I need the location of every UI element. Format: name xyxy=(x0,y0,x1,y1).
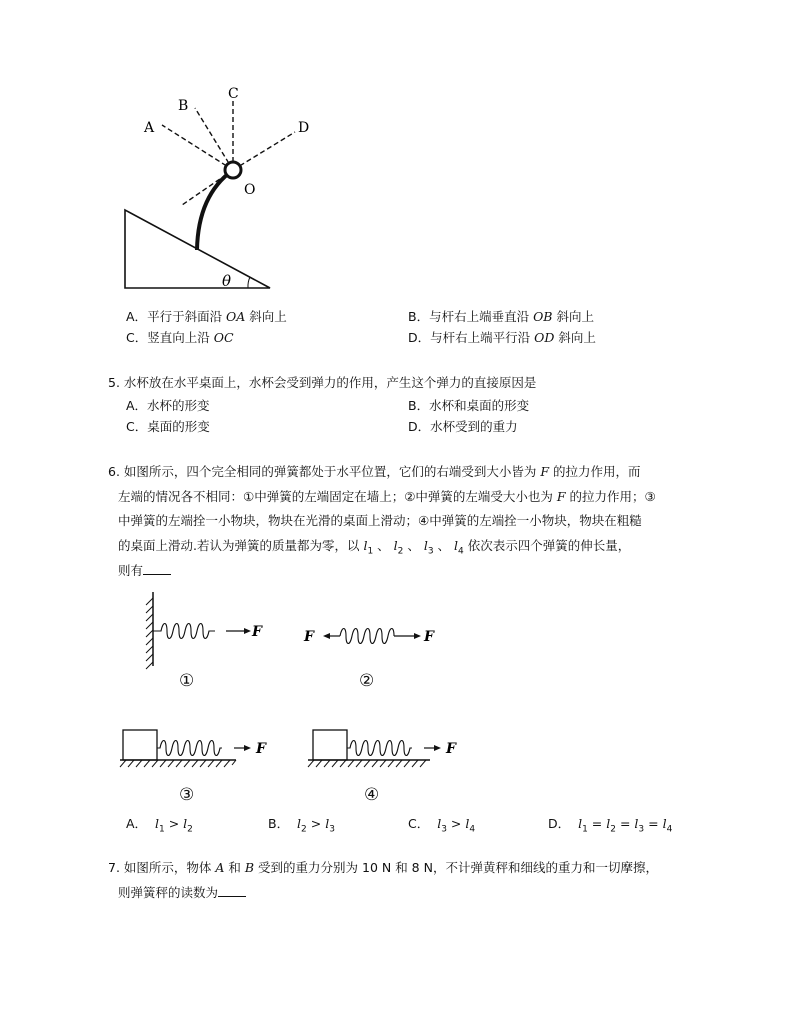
q6-line-3: 中弹簧的左端拴一小物块，物块在光滑的桌面上滑动；④中弹簧的左端拴一小物块，物块在粗糙 xyxy=(118,513,642,528)
q6-option-a: A． $l_1 > l_2$ xyxy=(126,816,193,835)
q6-option-c: C． $l_3 > l_4$ xyxy=(408,816,476,835)
line-od xyxy=(233,132,295,170)
spring-figure-1 xyxy=(140,590,270,670)
label-a: A xyxy=(144,120,155,136)
spring-label-3: ③ xyxy=(179,785,195,805)
label-b: B xyxy=(178,98,189,114)
q7-line-1: 7. 如图所示，物体 A 和 B 受到的重力分别为 10 N 和 8 N，不计弹黄秤和细线的重力和一切摩擦， xyxy=(108,860,658,875)
q5-option-a: A．水杯的形变 xyxy=(126,398,210,413)
q6-option-d: D． $l_1 = l_2 = l_3 = l_4$ xyxy=(548,816,673,835)
q4-option-b: B．与杆右上端垂直沿 OB 斜向上 xyxy=(408,309,594,324)
q7-line-2: 则弹簧秤的读数为 xyxy=(118,884,246,902)
q6-line-4: 的桌面上滑动.若认为弹簧的质量都为零，以 $l_1$ 、 $l_2$ 、 $l_3$ 、 $l_4$ 依次表示四个弹簧的伸长量， xyxy=(118,538,631,557)
label-c: C xyxy=(228,86,239,102)
q5-option-d: D．水杯受到的重力 xyxy=(408,419,518,434)
q6-option-b: B． $l_2 > l_3$ xyxy=(268,816,335,835)
label-o: O xyxy=(244,182,256,198)
spring-figure-4 xyxy=(306,726,466,772)
q4-option-c: C．竖直向上沿 OC xyxy=(126,330,234,345)
q4-option-d: D．与杆右上端平行沿 OD 斜向上 xyxy=(408,330,596,345)
svg-text:F: F xyxy=(424,629,434,645)
spring-figure-2 xyxy=(302,622,442,650)
answer-blank[interactable] xyxy=(143,562,171,575)
svg-text:F: F xyxy=(252,624,262,640)
point-o-circle xyxy=(225,162,241,178)
q6-line-2: 左端的情况各不相同：①中弹簧的左端固定在墙上；②中弹簧的左端受大小也为 F 的拉力作用；③ xyxy=(118,489,656,504)
rod-incline-figure xyxy=(110,80,350,295)
q4-option-a: A．平行于斜面沿 OA 斜向上 xyxy=(126,309,287,324)
svg-text:F: F xyxy=(304,629,314,645)
q6-line-5: 则有 xyxy=(118,562,171,580)
q5-option-c: C．桌面的形变 xyxy=(126,419,210,434)
curved-rod xyxy=(197,170,233,250)
line-ob xyxy=(195,108,233,170)
q6-line-1: 6. 如图所示，四个完全相同的弹簧都处于水平位置，它们的右端受到大小皆为 F 的拉力作用，而 xyxy=(108,464,641,479)
spring-label-1: ① xyxy=(179,671,195,691)
spring-figure-3 xyxy=(118,726,278,772)
svg-text:F: F xyxy=(446,741,456,757)
line-oa xyxy=(162,125,233,170)
label-theta: θ xyxy=(222,272,232,290)
spring-label-4: ④ xyxy=(364,785,380,805)
q5-stem: 5. 水杯放在水平桌面上，水杯会受到弹力的作用，产生这个弹力的直接原因是 xyxy=(108,375,537,390)
spring-label-2: ② xyxy=(359,671,375,691)
theta-arc xyxy=(248,277,250,288)
answer-blank[interactable] xyxy=(218,884,246,897)
svg-text:F: F xyxy=(256,741,266,757)
label-d: D xyxy=(298,120,310,136)
q5-option-b: B．水杯和桌面的形变 xyxy=(408,398,530,413)
